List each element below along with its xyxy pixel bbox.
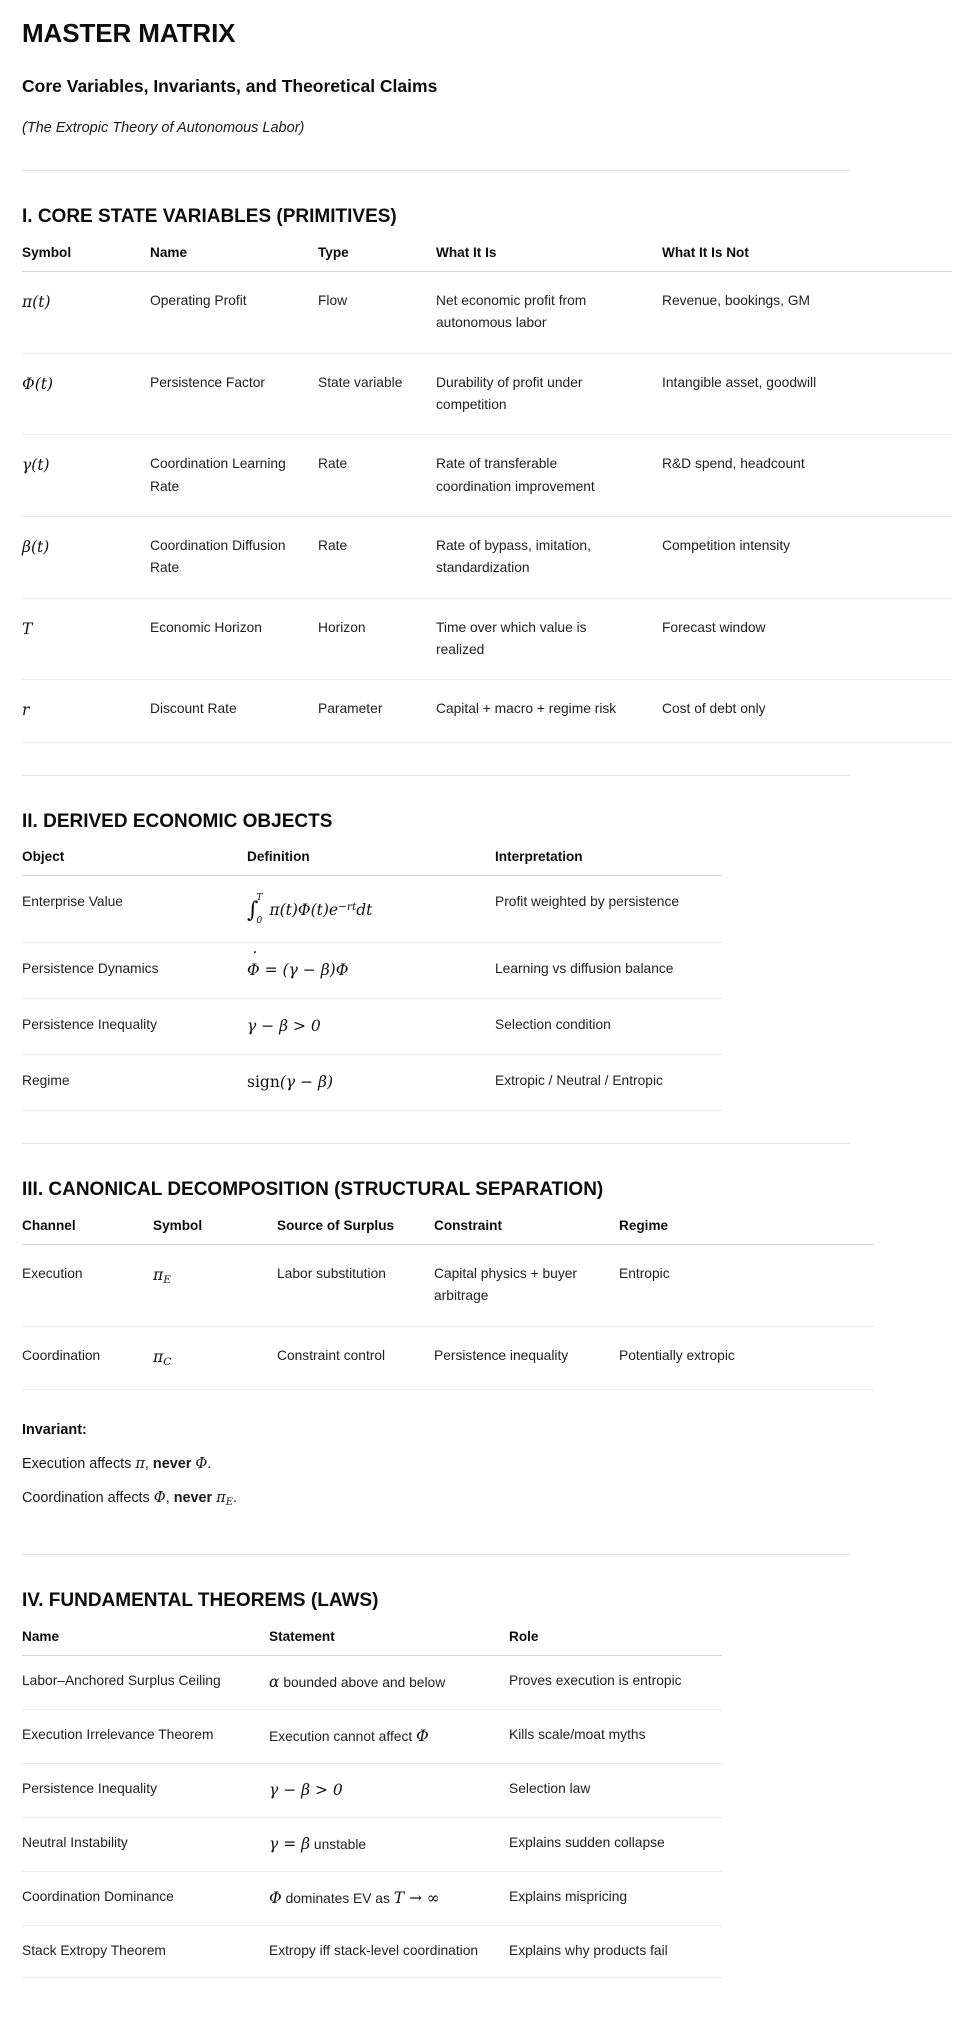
table-row	[22, 598, 952, 680]
table-row	[22, 942, 722, 998]
invariant-symbol-pi: π	[135, 1454, 145, 1472]
table-row	[22, 1872, 722, 1926]
statement-text: dominates EV as	[285, 1891, 390, 1907]
cell-symbol: $\pi_C$	[153, 1326, 277, 1389]
cell-what-it-is-not: Competition intensity	[662, 517, 952, 599]
table-row	[22, 1709, 722, 1763]
cell-definition: sign(γ − β)	[247, 1055, 495, 1111]
cell-type: Flow	[318, 271, 436, 353]
section-divider-2	[22, 775, 850, 776]
column-header-channel: Channel	[22, 1218, 153, 1245]
column-header-interpretation: Interpretation	[495, 849, 722, 876]
invariant-symbol-phi: Φ	[153, 1488, 166, 1506]
cell-interpretation: Extropic / Neutral / Entropic	[495, 1055, 722, 1111]
invariant-emphasis-never: never	[173, 1489, 213, 1506]
table-header-row	[22, 245, 952, 272]
cell-symbol: Φ(t)	[22, 353, 150, 435]
statement-text: unstable	[313, 1836, 367, 1852]
invariant-text-prefix: Execution affects	[22, 1455, 136, 1472]
column-header-symbol: Symbol	[153, 1218, 277, 1245]
invariant-symbol-phi: Φ	[195, 1454, 208, 1472]
invariant-emphasis-never: never	[152, 1455, 192, 1472]
table-row	[22, 1926, 722, 1977]
cell-source-of-surplus: Labor substitution	[277, 1244, 434, 1326]
cell-interpretation: Selection condition	[495, 999, 722, 1055]
table-fundamental-theorems	[22, 1629, 722, 1978]
cell-theorem-statement: Execution cannot affect Φ	[269, 1709, 509, 1763]
cell-theorem-name: Stack Extropy Theorem	[22, 1926, 269, 1977]
invariant-text-mid: ,	[144, 1455, 153, 1472]
cell-object: Regime	[22, 1055, 247, 1111]
table-header-row	[22, 849, 722, 876]
cell-object: Persistence Inequality	[22, 999, 247, 1055]
cell-definition: ∫ T 0 $\pi(t)\Phi(t)e^{-rt}dt$	[247, 876, 495, 943]
table-row	[22, 1763, 722, 1817]
table-header-row	[22, 1629, 722, 1656]
cell-symbol: $\pi_E$	[153, 1244, 277, 1326]
page-title: MASTER MATRIX	[22, 18, 236, 48]
table-row	[22, 1055, 722, 1111]
invariant-symbol-pi-e: $\pi_E$	[216, 1488, 233, 1508]
statement-text: bounded above and below	[283, 1674, 446, 1690]
document-parenthetical: (The Extropic Theory of Autonomous Labor)	[22, 119, 305, 136]
table-row	[22, 1244, 874, 1326]
invariant-text-suffix: .	[232, 1489, 237, 1506]
table-row	[22, 353, 952, 435]
table-row	[22, 435, 952, 517]
table-canonical-decomposition	[22, 1218, 874, 1390]
column-header-statement: Statement	[269, 1629, 509, 1656]
cell-definition: γ − β > 0	[247, 999, 495, 1055]
column-header-constraint: Constraint	[434, 1218, 619, 1245]
cell-name: Persistence Factor	[150, 353, 318, 435]
table-row	[22, 680, 952, 742]
column-header-name: Name	[22, 1629, 269, 1656]
cell-what-it-is: Time over which value is realized	[436, 598, 662, 680]
cell-name: Coordination Learning Rate	[150, 435, 318, 517]
invariant-block	[22, 1420, 950, 1510]
invariant-label: Invariant:	[22, 1421, 87, 1438]
invariant-text-suffix: .	[207, 1455, 212, 1472]
cell-what-it-is-not: Cost of debt only	[662, 680, 952, 742]
cell-what-it-is: Rate of bypass, imitation, standardization	[436, 517, 662, 599]
cell-what-it-is-not: R&D spend, headcount	[662, 435, 952, 517]
cell-theorem-role: Kills scale/moat myths	[509, 1709, 722, 1763]
cell-theorem-name: Execution Irrelevance Theorem	[22, 1709, 269, 1763]
cell-regime: Entropic	[619, 1244, 874, 1326]
cell-object: Enterprise Value	[22, 876, 247, 943]
cell-what-it-is: Rate of transferable coordination improvement	[436, 435, 662, 517]
table-row	[22, 517, 952, 599]
cell-definition: Φ ˙ = (γ − β)Φ	[247, 942, 495, 998]
invariant-statement-execution	[22, 1453, 950, 1475]
table-row	[22, 999, 722, 1055]
cell-name: Economic Horizon	[150, 598, 318, 680]
cell-what-it-is-not: Revenue, bookings, GM	[662, 271, 952, 353]
cell-theorem-statement: Extropy iff stack-level coordination	[269, 1926, 509, 1977]
cell-theorem-role: Explains sudden collapse	[509, 1817, 722, 1871]
cell-theorem-role: Explains mispricing	[509, 1872, 722, 1926]
cell-theorem-statement: Φ dominates EV as T → ∞	[269, 1872, 509, 1926]
invariant-statement-coordination	[22, 1487, 950, 1510]
cell-theorem-role: Proves execution is entropic	[509, 1655, 722, 1709]
table-core-state-variables	[22, 245, 952, 743]
cell-object: Persistence Dynamics	[22, 942, 247, 998]
cell-type: Rate	[318, 435, 436, 517]
column-header-role: Role	[509, 1629, 722, 1656]
cell-theorem-statement: γ = β unstable	[269, 1817, 509, 1871]
document-subtitle: Core Variables, Invariants, and Theoretical Claims	[22, 76, 438, 97]
section-heading-fundamental-theorems: IV. FUNDAMENTAL THEOREMS (LAWS)	[22, 1589, 379, 1611]
table-header-row	[22, 1218, 874, 1245]
cell-theorem-statement: γ − β > 0	[269, 1763, 509, 1817]
column-header-what-it-is-not: What It Is Not	[662, 245, 952, 272]
cell-symbol: π(t)	[22, 271, 150, 353]
cell-name: Coordination Diffusion Rate	[150, 517, 318, 599]
cell-theorem-name: Labor–Anchored Surplus Ceiling	[22, 1655, 269, 1709]
cell-type: Parameter	[318, 680, 436, 742]
cell-symbol: γ(t)	[22, 435, 150, 517]
cell-interpretation: Learning vs diffusion balance	[495, 942, 722, 998]
cell-what-it-is: Net economic profit from autonomous labor	[436, 271, 662, 353]
column-header-definition: Definition	[247, 849, 495, 876]
cell-name: Operating Profit	[150, 271, 318, 353]
cell-regime: Potentially extropic	[619, 1326, 874, 1389]
cell-channel: Coordination	[22, 1326, 153, 1389]
cell-theorem-name: Neutral Instability	[22, 1817, 269, 1871]
column-header-what-it-is: What It Is	[436, 245, 662, 272]
section-divider-3	[22, 1143, 850, 1144]
cell-symbol: β(t)	[22, 517, 150, 599]
cell-theorem-name: Persistence Inequality	[22, 1763, 269, 1817]
cell-symbol: T	[22, 598, 150, 680]
column-header-symbol: Symbol	[22, 245, 150, 272]
cell-interpretation: Profit weighted by persistence	[495, 876, 722, 943]
cell-type: State variable	[318, 353, 436, 435]
cell-what-it-is: Durability of profit under competition	[436, 353, 662, 435]
invariant-text-mid: ,	[165, 1489, 174, 1506]
cell-symbol: r	[22, 680, 150, 742]
cell-type: Horizon	[318, 598, 436, 680]
invariant-text-prefix: Coordination affects	[22, 1489, 154, 1506]
cell-what-it-is: Capital + macro + regime risk	[436, 680, 662, 742]
cell-theorem-role: Selection law	[509, 1763, 722, 1817]
column-header-name: Name	[150, 245, 318, 272]
cell-channel: Execution	[22, 1244, 153, 1326]
table-row	[22, 1817, 722, 1871]
cell-theorem-name: Coordination Dominance	[22, 1872, 269, 1926]
column-header-regime: Regime	[619, 1218, 874, 1245]
table-derived-economic-objects	[22, 849, 722, 1111]
section-heading-core-state-variables: I. CORE STATE VARIABLES (PRIMITIVES)	[22, 206, 397, 228]
cell-source-of-surplus: Constraint control	[277, 1326, 434, 1389]
column-header-type: Type	[318, 245, 436, 272]
cell-type: Rate	[318, 517, 436, 599]
cell-constraint: Persistence inequality	[434, 1326, 619, 1389]
column-header-object: Object	[22, 849, 247, 876]
cell-theorem-role: Explains why products fail	[509, 1926, 722, 1977]
cell-what-it-is-not: Forecast window	[662, 598, 952, 680]
cell-name: Discount Rate	[150, 680, 318, 742]
section-heading-derived-economic-objects: II. DERIVED ECONOMIC OBJECTS	[22, 810, 333, 832]
table-row	[22, 1326, 874, 1389]
column-header-source-of-surplus: Source of Surplus	[277, 1218, 434, 1245]
section-heading-canonical-decomposition: III. CANONICAL DECOMPOSITION (STRUCTURAL SEPARATION)	[22, 1179, 604, 1201]
cell-constraint: Capital physics + buyer arbitrage	[434, 1244, 619, 1326]
table-row	[22, 1655, 722, 1709]
section-divider-1	[22, 170, 850, 171]
cell-what-it-is-not: Intangible asset, goodwill	[662, 353, 952, 435]
table-row	[22, 876, 722, 943]
table-row	[22, 271, 952, 353]
cell-theorem-statement: α bounded above and below	[269, 1655, 509, 1709]
statement-text: Execution cannot affect	[269, 1728, 413, 1744]
section-divider-4	[22, 1554, 850, 1555]
